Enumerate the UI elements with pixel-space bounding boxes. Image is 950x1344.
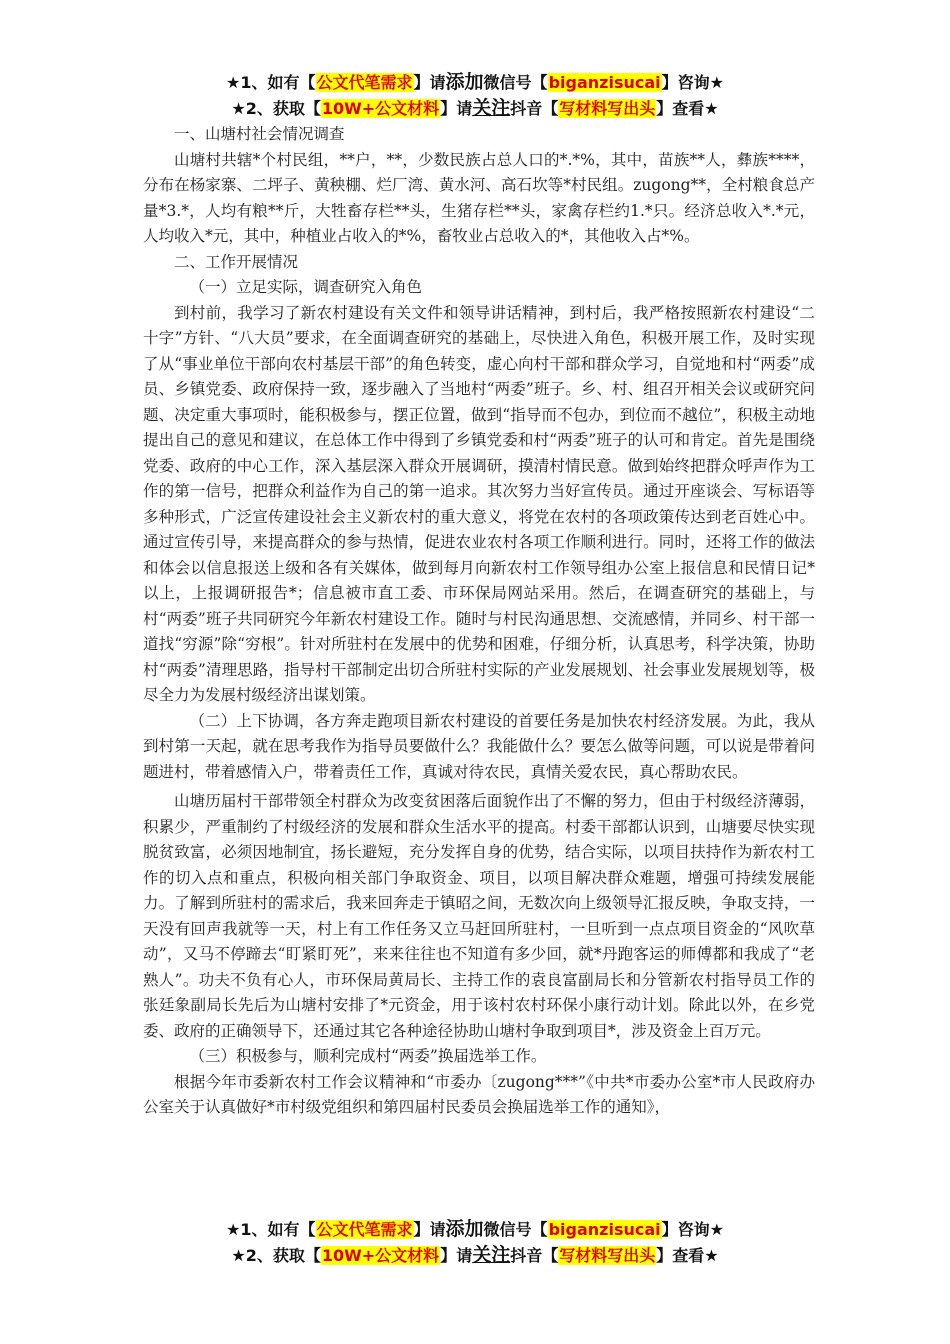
subsection-heading-1: （一）立足实际，调查研究入角色 [189, 278, 423, 296]
promo-line-2 [0, 95, 950, 121]
promo-text: 抖音【 [510, 1246, 559, 1265]
promo-text: 】咨询★ [661, 1220, 724, 1239]
promo-text: ★2、获取【 [231, 99, 321, 118]
highlight-materials: 10W+公文材料 [321, 99, 440, 118]
document-body [143, 122, 815, 1121]
promo-line-2 [0, 1242, 950, 1268]
promo-text: ★2、获取【 [231, 1246, 321, 1265]
highlight-materials: 10W+公文材料 [321, 1246, 440, 1265]
promo-line-1 [0, 1216, 950, 1242]
highlight-douyin-account: 写材料写出头 [559, 99, 656, 118]
paragraph-village-overview: 山塘村共辖*个村民组，**户，**，少数民族占总人口的*.*%，其中，苗族**人，彝族****，分布在杨家寨、二坪子、黄秧棚、烂厂湾、黄水河、高石坎等*村民组。zugong**，全村粮食总产量*3.*，人均有粮**斤，大牲畜存栏**头，生猪存栏**头，家禽存栏约1.*只。经济总收入*.*元，人均收入*元，其中，种植业占收入的*%，畜牧业占总收入的*，其他收入占*%。 [143, 150, 815, 245]
section-heading-2: 二、工作开展情况 [174, 252, 299, 271]
highlight-ghostwriting: 公文代笔需求 [316, 73, 413, 92]
promo-banner-bottom [0, 1216, 950, 1268]
promo-text: 抖音【 [510, 99, 559, 118]
subsection-heading-3: （三）积极参与，顺利完成村“两委”换届选举工作。 [189, 1047, 547, 1065]
paragraph-projects: 山塘历届村干部带领全村群众为改变贫困落后面貌作出了不懈的努力，但由于村级经济薄弱，积累少，严重制约了村级经济的发展和群众生活水平的提高。村委干部都认识到，山塘要尽快实现脱贫致富，必须因地制宜，扬长避短，充分发挥自身的优势，结合实际，以项目扶持作为新农村工作的切入点和重点，积极向相关部门争取资金、项目，以项目解决群众难题，增强可持续发展能力。了解到所驻村的需求后，我来回奔走于镇昭之间，无数次向上级领导汇报反映，争取支持，一天没有回声我就等一天，村上有工作任务又立马赶回所驻村，一旦听到一点点项目资金的“风吹草动”，又马不停蹄去“盯紧盯死”，来来往往也不知道有多少回，就*丹跑客运的师傅都和我成了“老熟人”。功夫不负有心人，市环保局黄局长、主持工作的袁良富副局长和分管新农村指导员工作的张廷象副局长先后为山塘村安排了*元资金，用于该村农村环保小康行动计划。除此以外，在乡党委、政府的正确领导下，还通过其它各种途径协助山塘村争取到项目*，涉及资金上百万元。 [143, 792, 815, 1040]
promo-emphasis: 关注 [472, 97, 511, 119]
promo-text: 微信号【 [483, 1220, 548, 1239]
promo-line-1 [0, 69, 950, 95]
highlight-douyin-account: 写材料写出头 [559, 1246, 656, 1265]
promo-text: 】查看★ [656, 99, 719, 118]
promo-text: 微信号【 [483, 73, 548, 92]
promo-text: 】查看★ [656, 1246, 719, 1265]
promo-text: 】咨询★ [661, 73, 724, 92]
promo-text: ★1、如有【 [226, 73, 316, 92]
promo-emphasis: 关注 [472, 1244, 511, 1266]
promo-emphasis: 添加 [445, 71, 484, 93]
promo-text: 】请 [413, 73, 446, 92]
paragraph-election: 根据今年市委新农村工作会议精神和“市委办〔zugong***”《中共*市委办公室*市人民政府办公室关于认真做好*市村级党组织和第四届村民委员会换届选举工作的通知》， [143, 1072, 815, 1116]
section-heading-1: 一、山塘村社会情况调查 [174, 125, 345, 143]
promo-banner-top [0, 69, 950, 121]
promo-text: 】请 [440, 1246, 473, 1265]
promo-text: ★1、如有【 [226, 1220, 316, 1239]
promo-emphasis: 添加 [445, 1218, 484, 1240]
highlight-wechat-id: biganzisucai [548, 1220, 661, 1239]
paragraph-research: 到村前，我学习了新农村建设有关文件和领导讲话精神，到村后，我严格按照新农村建设“二十字”方针、“八大员”要求，在全面调查研究的基础上，尽快进入角色，积极开展工作，及时实现了从“事业单位干部向农村基层干部”的角色转变，虚心向村干部和群众学习，自觉地和村“两委”成员、乡镇党委、政府保持一致，逐步融入了当地村“两委”班子。乡、村、组召开相关会议或研究问题、决定重大事项时，能积极参与，摆正位置，做到“指导而不包办，到位而不越位”，积极主动地提出自己的意见和建议，在总体工作中得到了乡镇党委和村“两委”班子的认可和肯定。首先是围绕党委、政府的中心工作，深入基层深入群众开展调研，摸清村情民意。做到始终把群众呼声作为工作的第一信号，把群众利益作为自己的第一追求。其次努力当好宣传员。通过开座谈会、写标语等多种形式，广泛宣传建设社会主义新农村的重大意义，将党在农村的各项政策传达到老百姓心中。通过宣传引导，来提高群众的参与热情，促进农业农村各项工作顺利进行。同时，还将工作的做法和体会以信息报送上级和各有关媒体，做到每月向新农村工作领导组办公室上报信息和民情日记*以上，上报调研报告*；信息被市直工委、市环保局网站采用。然后，在调查研究的基础上，与村“两委”班子共同研究今年新农村建设工作。随时与村民沟通思想、交流感情，并同乡、村干部一道找“穷源”除“穷根”。针对所驻村在发展中的优势和困难，仔细分析，认真思考，科学决策，协助村“两委”清理思路，指导村干部制定出切合所驻村实际的产业发展规划、社会事业发展规划等，极尽全力为发展村级经济出谋划策。 [143, 303, 815, 704]
highlight-wechat-id: biganzisucai [548, 73, 661, 92]
highlight-ghostwriting: 公文代笔需求 [316, 1220, 413, 1239]
paragraph-coordination: （二）上下协调，各方奔走跑项目新农村建设的首要任务是加快农村经济发展。为此，我从到村第一天起，就在思考我作为指导员要做什么？我能做什么？要怎么做等问题，可以说是带着问题进村，带着感情入户，带着责任工作，真诚对待农民，真情关爱农民，真心帮助农民。 [143, 711, 815, 781]
promo-text: 】请 [440, 99, 473, 118]
promo-text: 】请 [413, 1220, 446, 1239]
